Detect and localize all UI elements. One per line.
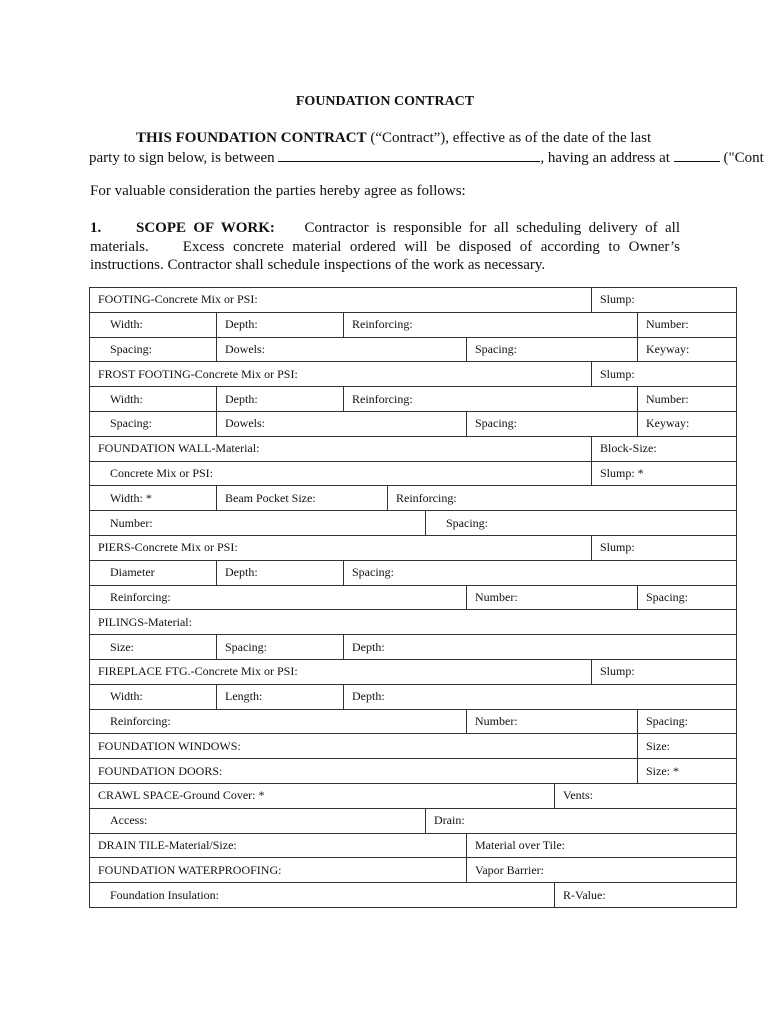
footing-slump-field[interactable]: Slump: xyxy=(592,288,737,313)
frost-footing-dowel-spacing-field[interactable]: Spacing: xyxy=(467,411,638,436)
fireplace-slump-field[interactable]: Slump: xyxy=(592,659,737,684)
vapor-barrier-field[interactable]: Vapor Barrier: xyxy=(467,858,737,883)
table-row xyxy=(90,436,737,461)
intro-line2-end: ("Cont xyxy=(719,150,764,166)
scope-number: 1. xyxy=(90,220,102,236)
crawl-drain-field[interactable]: Drain: xyxy=(426,808,737,833)
doors-field[interactable]: FOUNDATION DOORS: xyxy=(90,759,638,784)
frost-footing-slump-field[interactable]: Slump: xyxy=(592,362,737,387)
table-row xyxy=(90,734,737,759)
footing-keyway-field[interactable]: Keyway: xyxy=(638,337,737,362)
intro-line-2 xyxy=(89,148,764,167)
intro-line2-mid: , having an address at xyxy=(540,150,674,166)
insulation-field[interactable]: Foundation Insulation: xyxy=(90,883,555,908)
table-row xyxy=(90,560,737,585)
footing-dowels-field[interactable]: Dowels: xyxy=(217,337,467,362)
table-row xyxy=(90,312,737,337)
frost-footing-reinforcing-field[interactable]: Reinforcing: xyxy=(344,387,638,412)
piers-number-field[interactable]: Number: xyxy=(467,585,638,610)
scope-line-2: materials. Excess concrete material ordered will be disposed of according to Owner’s xyxy=(90,238,680,255)
wall-block-size-field[interactable]: Block-Size: xyxy=(592,436,737,461)
table-row xyxy=(90,288,737,313)
table-row xyxy=(90,659,737,684)
wall-beam-pocket-field[interactable]: Beam Pocket Size: xyxy=(217,486,388,511)
scope-line-3: instructions. Contractor shall schedule inspections of the work as necessary. xyxy=(90,257,546,273)
footing-dowel-spacing-field[interactable]: Spacing: xyxy=(467,337,638,362)
consideration-text: For valuable consideration the parties hereby agree as follows: xyxy=(90,183,466,199)
piers-mix-field[interactable]: PIERS-Concrete Mix or PSI: xyxy=(90,535,592,560)
table-row xyxy=(90,411,737,436)
crawl-access-field[interactable]: Access: xyxy=(90,808,426,833)
table-row xyxy=(90,511,737,536)
fireplace-depth-field[interactable]: Depth: xyxy=(344,684,737,709)
contractor-name-blank[interactable] xyxy=(278,148,540,162)
scope-line-1: Contractor is responsible for all scheduling delivery of all xyxy=(304,220,681,236)
intro-lead-rest: (“Contract”), effective as of the date of the last xyxy=(366,130,652,146)
frost-footing-spacing-field[interactable]: Spacing: xyxy=(90,411,217,436)
wall-mix-field[interactable]: Concrete Mix or PSI: xyxy=(90,461,592,486)
pilings-size-field[interactable]: Size: xyxy=(90,635,217,660)
frost-footing-keyway-field[interactable]: Keyway: xyxy=(638,411,737,436)
footing-reinforcing-field[interactable]: Reinforcing: xyxy=(344,312,638,337)
piers-spacing2-field[interactable]: Spacing: xyxy=(638,585,737,610)
fireplace-width-field[interactable]: Width: xyxy=(90,684,217,709)
scope-heading: SCOPE OF WORK: xyxy=(136,220,275,236)
piers-depth-field[interactable]: Depth: xyxy=(217,560,344,585)
fireplace-reinforcing-field[interactable]: Reinforcing: xyxy=(90,709,467,734)
pilings-spacing-field[interactable]: Spacing: xyxy=(217,635,344,660)
wall-spacing-field[interactable]: Spacing: xyxy=(426,511,737,536)
piers-slump-field[interactable]: Slump: xyxy=(592,535,737,560)
windows-field[interactable]: FOUNDATION WINDOWS: xyxy=(90,734,638,759)
footing-width-field[interactable]: Width: xyxy=(90,312,217,337)
frost-footing-width-field[interactable]: Width: xyxy=(90,387,217,412)
footing-depth-field[interactable]: Depth: xyxy=(217,312,344,337)
table-row xyxy=(90,635,737,660)
wall-slump-field[interactable]: Slump: * xyxy=(592,461,737,486)
wall-material-field[interactable]: FOUNDATION WALL-Material: xyxy=(90,436,592,461)
table-row xyxy=(90,461,737,486)
piers-diameter-field[interactable]: Diameter xyxy=(90,560,217,585)
document-title: FOUNDATION CONTRACT xyxy=(295,94,475,109)
table-row xyxy=(90,833,737,858)
drain-tile-over-field[interactable]: Material over Tile: xyxy=(467,833,737,858)
footing-mix-field[interactable]: FOOTING-Concrete Mix or PSI: xyxy=(90,288,592,313)
piers-reinforcing-field[interactable]: Reinforcing: xyxy=(90,585,467,610)
intro-line-1 xyxy=(136,130,651,147)
drain-tile-material-field[interactable]: DRAIN TILE-Material/Size: xyxy=(90,833,467,858)
table-row xyxy=(90,709,737,734)
table-row xyxy=(90,808,737,833)
table-row xyxy=(90,585,737,610)
fireplace-spacing-field[interactable]: Spacing: xyxy=(638,709,737,734)
frost-footing-depth-field[interactable]: Depth: xyxy=(217,387,344,412)
table-row xyxy=(90,337,737,362)
waterproofing-field[interactable]: FOUNDATION WATERPROOFING: xyxy=(90,858,467,883)
contractor-address-blank[interactable] xyxy=(674,148,720,162)
intro-line2-start: party to sign below, is between xyxy=(89,150,279,166)
fireplace-length-field[interactable]: Length: xyxy=(217,684,344,709)
crawl-ground-cover-field[interactable]: CRAWL SPACE-Ground Cover: * xyxy=(90,783,555,808)
frost-footing-mix-field[interactable]: FROST FOOTING-Concrete Mix or PSI: xyxy=(90,362,592,387)
intro-lead-bold: THIS FOUNDATION CONTRACT xyxy=(136,130,367,146)
table-row xyxy=(90,387,737,412)
pilings-material-field[interactable]: PILINGS-Material: xyxy=(90,610,737,635)
footing-spacing-field[interactable]: Spacing: xyxy=(90,337,217,362)
table-row xyxy=(90,783,737,808)
wall-width-field[interactable]: Width: * xyxy=(90,486,217,511)
wall-reinforcing-field[interactable]: Reinforcing: xyxy=(388,486,737,511)
fireplace-mix-field[interactable]: FIREPLACE FTG.-Concrete Mix or PSI: xyxy=(90,659,592,684)
pilings-depth-field[interactable]: Depth: xyxy=(344,635,737,660)
scope-of-work-paragraph xyxy=(90,219,680,275)
table-row xyxy=(90,362,737,387)
frost-footing-dowels-field[interactable]: Dowels: xyxy=(217,411,467,436)
footing-number-field[interactable]: Number: xyxy=(638,312,737,337)
table-row xyxy=(90,684,737,709)
wall-number-field[interactable]: Number: xyxy=(90,511,426,536)
piers-spacing-field[interactable]: Spacing: xyxy=(344,560,737,585)
crawl-vents-field[interactable]: Vents: xyxy=(555,783,737,808)
r-value-field[interactable]: R-Value: xyxy=(555,883,737,908)
windows-size-field[interactable]: Size: xyxy=(638,734,737,759)
table-row xyxy=(90,759,737,784)
table-row xyxy=(90,610,737,635)
table-row xyxy=(90,486,737,511)
frost-footing-number-field[interactable]: Number: xyxy=(638,387,737,412)
foundation-spec-table xyxy=(89,287,737,908)
table-row xyxy=(90,858,737,883)
table-row xyxy=(90,535,737,560)
doors-size-field[interactable]: Size: * xyxy=(638,759,737,784)
fireplace-number-field[interactable]: Number: xyxy=(467,709,638,734)
table-row xyxy=(90,883,737,908)
